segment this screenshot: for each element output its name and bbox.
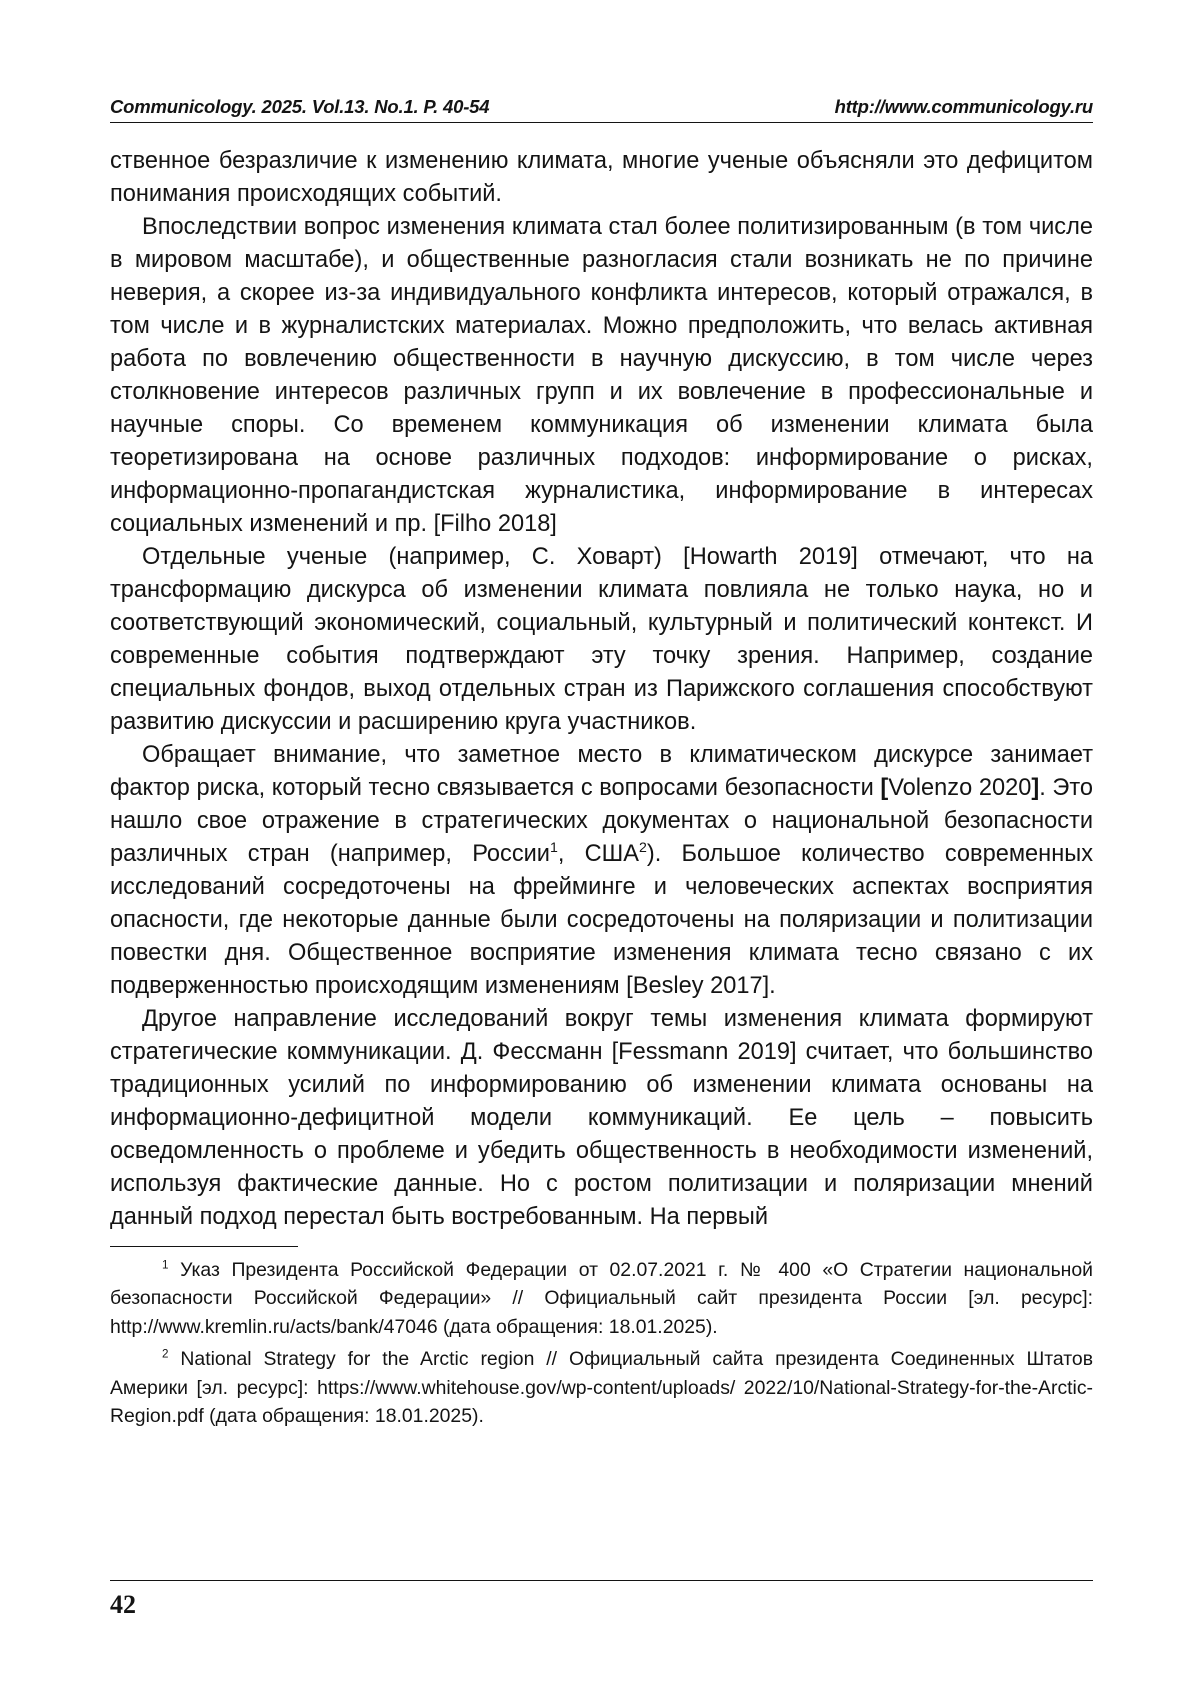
citation-open-bracket: [	[880, 775, 889, 801]
footnote-2-text: National Strategy for the Arctic region // Официальный сайта президента Соединенных Штатов Америки [эл. ресурс]: https://www.whitehouse.gov/wp-content/uploads/ 2022/10/National-Strategy-for-the-Arctic-Region.pdf (дата обращения: 18.01.2025).	[110, 1348, 1093, 1428]
paragraph-2: Впоследствии вопрос изменения климата стал более политизированным (в том числе в мировом масштабе), и общественные разногласия стали возникать не по причине неверия, а скорее из-за индивидуального конфликта интересов, который отражался, в том числе и в журналистских материалах. Можно предположить, что велась активная работа по вовлечению общественности в научную дискуссию, в том числе через столкновение интересов различных групп и их вовлечение в профессиональные и научные споры. Со временем коммуникация об изменении климата была теоретизирована на основе различных подходов: информирование о рисках, информационно-пропагандистская журналистика, информирование в интересах социальных изменений и пр. [Filho 2018]	[110, 214, 1093, 537]
footnote-2	[110, 1345, 1093, 1430]
journal-citation: Communicology. 2025. Vol.13. No.1. P. 40-54	[110, 96, 490, 117]
running-header	[110, 96, 1093, 123]
paragraph-4-part-b: . Это нашло свое отражение в стратегических документах о национальной безопасности различных стран (например, России	[110, 775, 1093, 867]
paragraph-4-part-c: , США	[557, 841, 640, 867]
paragraph-4-part-a: Обращает внимание, что заметное место в климатическом дискурсе занимает фактор риска, который тесно связывается с вопросами безопасности	[110, 742, 1093, 801]
footnote-1-mark: 1	[162, 1258, 169, 1272]
footnote-2-mark: 2	[162, 1347, 169, 1361]
page-number: 42	[110, 1590, 136, 1619]
paragraph-3: Отдельные ученые (например, С. Ховарт) [Howarth 2019] отмечают, что на трансформацию дискурса об изменении климата повлияла не только наука, но и соответствующий экономический, социальный, культурный и политический контекст. И современные события подтверждают эту точку зрения. Например, создание специальных фондов, выход отдельных стран из Парижского соглашения способствуют развитию дискуссии и расширению круга участников.	[110, 544, 1093, 735]
footnotes	[110, 1256, 1093, 1430]
paragraph-5: Другое направление исследований вокруг темы изменения климата формируют стратегические коммуникации. Д. Фессманн [Fessmann 2019] считает, что большинство традиционных усилий по информированию об изменении климата основаны на информационно-дефицитной модели коммуникаций. Ее цель – повысить осведомленность о проблеме и убедить общественность в необходимости изменений, используя фактические данные. Но с ростом политизации и поляризации мнений данный подход перестал быть востребованным. На первый	[110, 1006, 1093, 1230]
paragraph-4-part-d: ). Большое количество современных исследований сосредоточены на фрейминге и человеческих аспектах восприятия опасности, где некоторые данные были сосредоточены на поляризации и политизации повестки дня. Общественное восприятие изменения климата тесно связано с их подверженностью происходящим изменениям [Besley 2017].	[110, 841, 1093, 999]
paragraph-1: ственное безразличие к изменению климата, многие ученые объясняли это дефицитом понимания происходящих событий.	[110, 148, 1093, 207]
bottom-rule	[110, 1580, 1093, 1581]
footnote-ref-1[interactable]: 1	[549, 840, 558, 857]
citation-volenzo: Volenzo 2020	[888, 775, 1032, 801]
page	[110, 96, 1093, 1434]
footnote-1	[110, 1256, 1093, 1341]
body-text	[110, 145, 1093, 1234]
paragraph-4	[110, 739, 1093, 1003]
footnote-ref-2[interactable]: 2	[639, 840, 647, 857]
footnote-separator	[110, 1246, 298, 1247]
footnote-1-text: Указ Президента Российской Федерации от 02.07.2021 г. № 400 «О Стратегии национальной безопасности Российской Федерации» // Официальный сайт президента России [эл. ресурс]: http://www.kremlin.ru/acts/bank/47046 (дата обращения: 18.01.2025).	[110, 1259, 1094, 1338]
citation-close-bracket: ]	[1031, 775, 1040, 801]
journal-url: http://www.communicology.ru	[834, 96, 1093, 117]
